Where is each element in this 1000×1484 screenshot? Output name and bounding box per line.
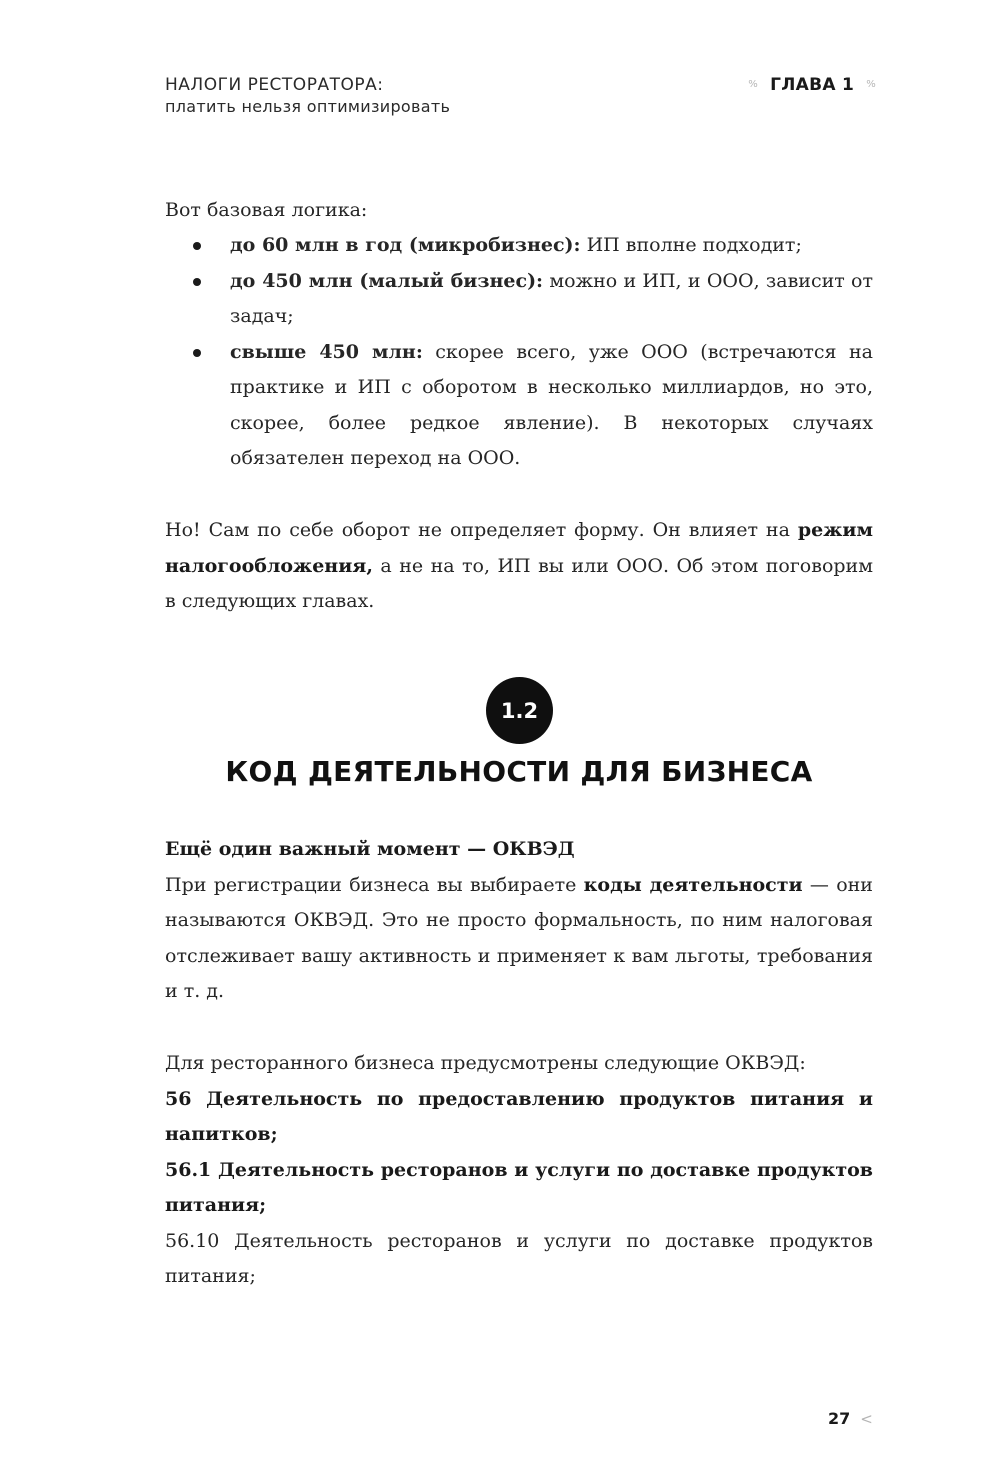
bullet-icon xyxy=(193,349,201,357)
intro-text: Вот базовая логика: xyxy=(165,199,368,221)
list-item-text: скорее всего, уже ООО (встречаются на практике и ИП с оборотом в несколько миллиардов, но это, скорее, более редкое явление). В некоторых случаях обязателен переход на ООО. xyxy=(230,340,873,469)
okved-paragraph xyxy=(165,868,873,1010)
list-item xyxy=(165,264,873,335)
bullet-icon xyxy=(193,278,201,286)
code-item xyxy=(165,1224,873,1295)
turnover-note-paragraph xyxy=(165,513,873,620)
code-text: 56.1 Деятельность ресторанов и услуги по доставке продуктов питания; xyxy=(165,1158,873,1216)
okved-heading-text: Ещё один важный момент — ОКВЭД xyxy=(165,838,575,860)
list-item-bold: до 450 млн (малый бизнес): xyxy=(230,269,544,292)
codes-intro: Для ресторанного бизнеса предусмотрены следующие ОКВЭД: xyxy=(165,1052,806,1074)
paragraph-text: — они называются ОКВЭД. Это не просто формальность, по ним налоговая отслеживает вашу активность и применяет к вам льготы, требования и т. д. xyxy=(165,873,873,1002)
page-number-text: 27 xyxy=(828,1409,851,1428)
paragraph-text: Но! Сам по себе оборот не определяет форму. Он влияет на xyxy=(165,519,798,541)
paragraph-bold: режим налогообложения, xyxy=(165,519,873,577)
list-item xyxy=(165,228,873,264)
book-subtitle: платить нельзя оптимизировать xyxy=(165,97,451,116)
paragraph-text: При регистрации бизнеса вы выбираете xyxy=(165,873,584,896)
chapter-label xyxy=(748,74,876,96)
okved-heading xyxy=(165,832,873,868)
chevron-left-icon: < xyxy=(860,1410,873,1428)
code-text: 56 Деятельность по предоставлению продуктов питания и напитков; xyxy=(165,1087,873,1145)
page-number xyxy=(828,1408,873,1430)
section-title: КОД ДЕЯТЕЛЬНОСТИ ДЛЯ БИЗНЕСА xyxy=(225,755,813,788)
bullet-icon xyxy=(193,242,201,250)
code-text: 56.10 Деятельность ресторанов и услуги по доставке продуктов питания; xyxy=(165,1229,873,1287)
list-item-text: ИП вполне подходит; xyxy=(580,234,802,256)
percent-icon: % xyxy=(748,79,759,90)
turnover-list xyxy=(165,228,873,477)
codes-block xyxy=(165,1046,873,1295)
code-item xyxy=(165,1082,873,1153)
book-title: НАЛОГИ РЕСТОРАТОРА: xyxy=(165,75,384,95)
list-item-bold: до 60 млн в год (микробизнес): xyxy=(230,234,581,256)
list-item xyxy=(165,335,873,477)
section-number-badge: 1.2 xyxy=(486,677,553,744)
percent-icon: % xyxy=(866,79,876,90)
paragraph-bold: коды деятельности xyxy=(583,873,803,896)
list-item-text: можно и ИП, и ООО, зависит от задач; xyxy=(230,269,874,327)
okved-block xyxy=(165,832,873,1010)
paragraph-text: а не на то, ИП вы или ООО. Об этом поговорим в следующих главах. xyxy=(165,554,873,612)
chapter-title: ГЛАВА 1 xyxy=(770,75,855,95)
code-item xyxy=(165,1153,873,1224)
list-item-bold: свыше 450 млн: xyxy=(230,340,423,363)
